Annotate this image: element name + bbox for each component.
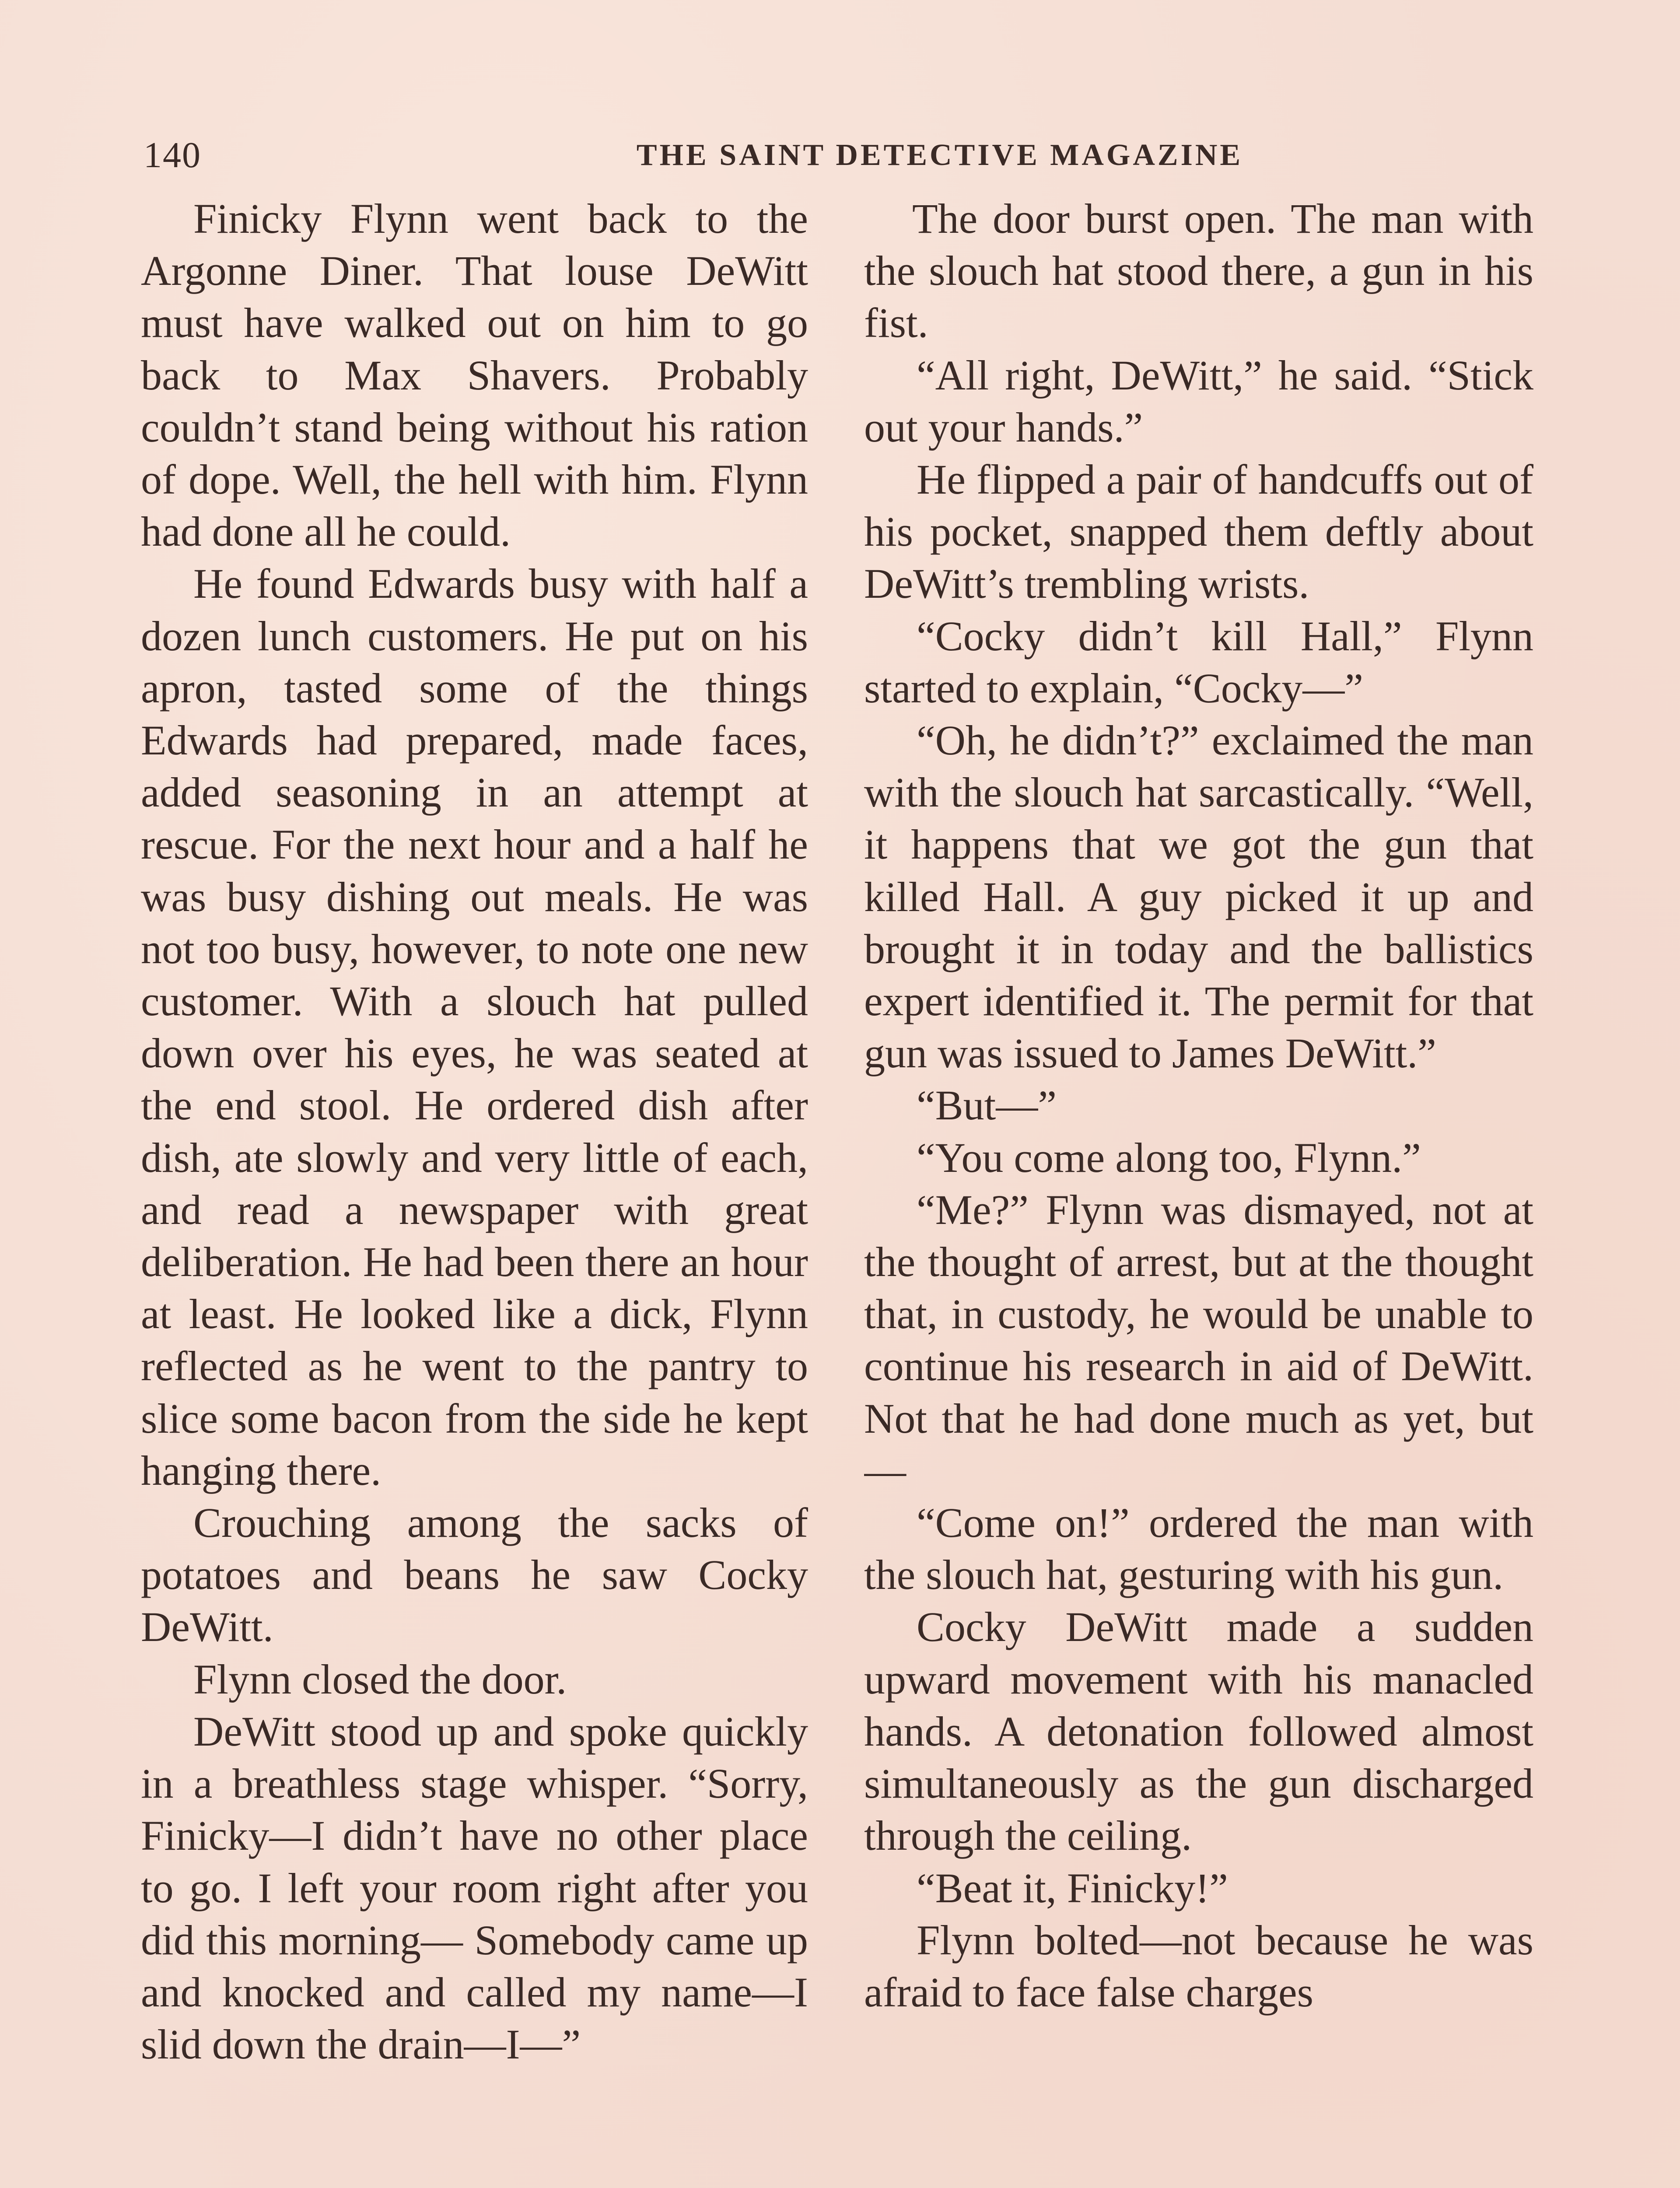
paragraph: “But—”	[917, 1082, 1057, 1129]
paragraph: Cocky DeWitt made a sudden upward movement with his manacled hands. A detonation followed almost simultaneously as the gun discharged through the ceiling.	[864, 1603, 1533, 1859]
paragraph: “Come on!” ordered the man with the slouch hat, gesturing with his gun.	[864, 1499, 1533, 1599]
paragraph: Flynn bolted—not because he was afraid to face false charges	[864, 1916, 1533, 2016]
paragraph: He flipped a pair of handcuffs out of his pocket, snapped them deftly about DeWitt’s trembling wrists.	[864, 456, 1533, 607]
paragraph: “All right, DeWitt,” he said. “Stick out your hands.”	[864, 351, 1533, 451]
paragraph: “You come along too, Flynn.”	[917, 1134, 1421, 1181]
paragraph: “Cocky didn’t kill Hall,” Flynn started to explain, “Cocky—”	[864, 612, 1533, 712]
right-column	[864, 193, 1533, 2188]
paragraph: “Me?” Flynn was dismayed, not at the thought of arrest, but at the thought that, in custody, he would be unable to continue his research in aid of DeWitt. Not that he had done much as yet, but—	[864, 1186, 1533, 1494]
running-title: THE SAINT DETECTIVE MAGAZINE	[636, 138, 1243, 172]
paragraph: Crouching among the sacks of potatoes and beans he saw Cocky DeWitt.	[141, 1499, 808, 1651]
paragraph: Finicky Flynn went back to the Argonne Diner. That louse DeWitt must have walked out on him to go back to Max Shavers. Probably couldn’t stand being without his ration of dope. Well, the hell with him. Flynn had done all he could.	[141, 195, 808, 555]
left-column	[141, 193, 808, 2188]
paragraph: DeWitt stood up and spoke quickly in a breathless stage whisper. “Sorry, Finicky—I didn’t have no other place to go. I left your room right after you did this morning— Somebody came up and knocked and called my name—I slid down the drain—I—”	[141, 1708, 808, 2068]
paragraph: The door burst open. The man with the slouch hat stood there, a gun in his fist.	[864, 195, 1533, 347]
paragraph: He found Edwards busy with half a dozen lunch customers. He put on his apron, tasted some of the things Edwards had prepared, made faces, added seasoning in an attempt at rescue. For the next hour and a half he was busy dishing out meals. He was not too busy, however, to note one new customer. With a slouch hat pulled down over his eyes, he was seated at the end stool. He ordered dish after dish, ate slowly and very little of each, and read a newspaper with great deliberation. He had been there an hour at least. He looked like a dick, Flynn reflected as he went to the pantry to slice some bacon from the side he kept hanging there.	[141, 560, 808, 1494]
paragraph: “Beat it, Finicky!”	[917, 1864, 1228, 1911]
paragraph: “Oh, he didn’t?” exclaimed the man with the slouch hat sarcastically. “Well, it happens that we got the gun that killed Hall. A guy picked it up and brought it in today and the ballistics expert identified it. The permit for that gun was issued to James DeWitt.”	[864, 717, 1533, 1077]
page-header	[144, 131, 1544, 179]
paragraph: Flynn closed the door.	[193, 1655, 567, 1703]
page-number: 140	[144, 135, 201, 175]
